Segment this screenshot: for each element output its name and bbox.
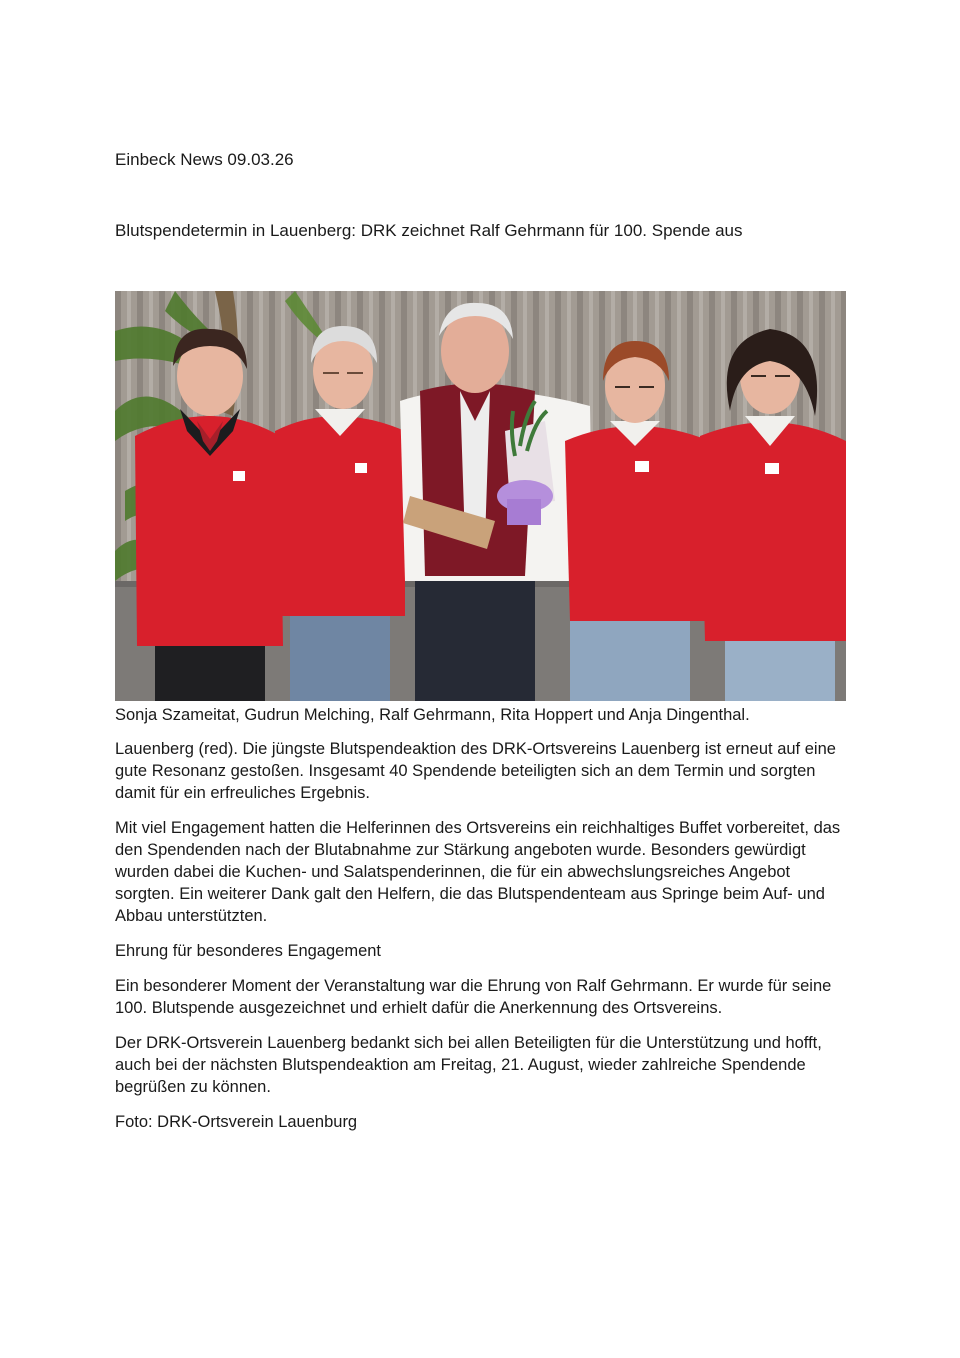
- article-body: [115, 738, 850, 1146]
- paragraph-honor: Ein besonderer Moment der Veranstaltung war die Ehrung von Ralf Gehrmann. Er wurde für seine 100. Blutspende ausgezeichnet und erhielt dafür die Anerkennung des Ortsvereins.: [115, 977, 832, 1017]
- article-headline: Blutspendetermin in Lauenberg: DRK zeichnet Ralf Gehrmann für 100. Spende aus: [115, 221, 743, 240]
- paragraph-intro: Lauenberg (red). Die jüngste Blutspendeaktion des DRK-Ortsvereins Lauenberg ist erneut auf eine gute Resonanz gestoßen. Insgesamt 40 Spendende beteiligten sich an dem Termin und sorgten damit für ein erfreuliches Ergebnis.: [115, 740, 836, 802]
- photo-credit: Foto: DRK-Ortsverein Lauenburg: [115, 1113, 358, 1131]
- group-photo: [115, 291, 846, 701]
- section-subheading: Ehrung für besonderes Engagement: [115, 942, 382, 960]
- dateline: Einbeck News 09.03.26: [115, 150, 294, 169]
- paragraph-thanks: Der DRK-Ortsverein Lauenberg bedankt sich bei allen Beteiligten für die Unterstützung und hofft, auch bei der nächsten Blutspendeaktion am Freitag, 21. August, wieder zahlreiche Spendende begrüßen zu können.: [115, 1034, 822, 1096]
- paragraph-buffet: Mit viel Engagement hatten die Helferinnen des Ortsvereins ein reichhaltiges Buffet vorbereitet, das den Spendenden nach der Blutabnahme zur Stärkung angeboten wurde. Besonders gewürdigt wurden dabei die Kuchen- und Salatspenderinnen, die für ein abwechslungsreiches Angebot sorgten. Ein weiterer Dank galt den Helfern, die das Blutspendenteam aus Springe beim Auf- und Abbau unterstützten.: [115, 819, 841, 925]
- photo-caption: Sonja Szameitat, Gudrun Melching, Ralf Gehrmann, Rita Hoppert und Anja Dingenthal.: [115, 706, 750, 724]
